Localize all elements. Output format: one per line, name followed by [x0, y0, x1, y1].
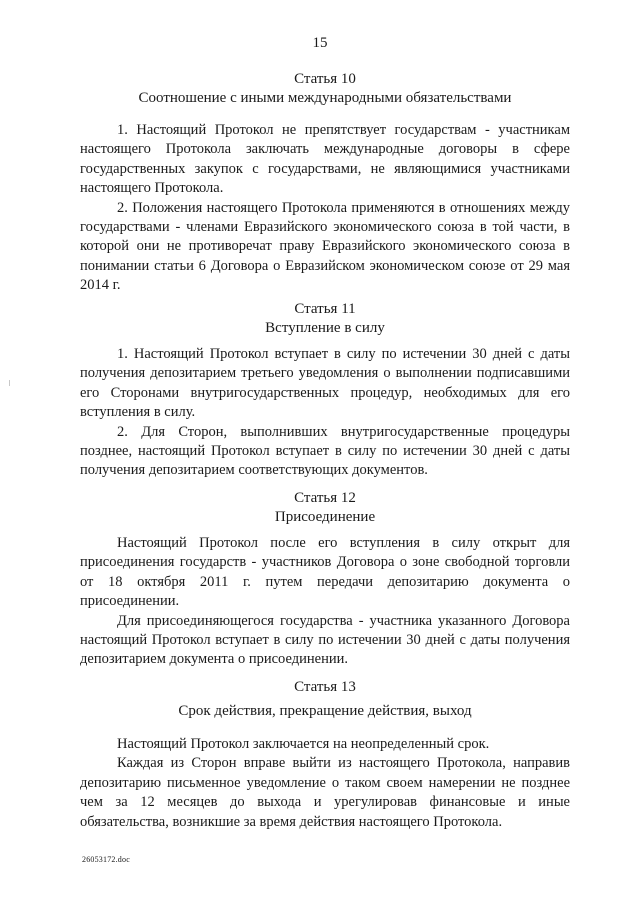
article-title: Присоединение	[274, 509, 376, 525]
article-paragraph: 2. Для Сторон, выполнивших внутригосударственные процедуры позднее, настоящий Протокол вступает в силу по истечении 30 дней с даты получения депозитарием соответствующих документов.	[80, 423, 570, 479]
article-number: Статья 13	[294, 679, 356, 695]
article-number: Статья 11	[294, 301, 356, 317]
article-paragraph: 1. Настоящий Протокол вступает в силу по истечении 30 дней с даты получения депозитарием третьего уведомления о выполнении подписавшими его Сторонами внутригосударственных процедур, необходимых для его вступления в силу.	[80, 346, 570, 421]
article-paragraph: Настоящий Протокол заключается на неопределенный срок.	[117, 736, 490, 752]
article-10	[80, 70, 570, 296]
article-paragraph: Настоящий Протокол после его вступления в силу открыт для присоединения государств - участников Договора о зоне свободной торговли от 18 октября 2011 г. путем передачи депозитарию документа о присоединении.	[80, 535, 570, 610]
article-title: Соотношение с иными международными обязательствами	[138, 90, 512, 106]
article-paragraph: Для присоединяющегося государства - участника указанного Договора настоящий Протокол вступает в силу по истечении 30 дней с даты получения депозитарием документа о присоединении.	[80, 612, 570, 668]
article-paragraph: 2. Положения настоящего Протокола применяются в отношениях между государствами - членами Евразийского экономического союза в той части, в которой они не противоречат праву Евразийского экономического союза в понимании статьи 6 Договора о Евразийском экономическом союзе от 29 мая 2014 г.	[80, 199, 570, 294]
article-number: Статья 12	[294, 490, 356, 506]
article-12	[80, 489, 570, 670]
article-number: Статья 10	[294, 71, 356, 87]
article-title: Срок действия, прекращение действия, выход	[178, 703, 472, 719]
article-paragraph: Каждая из Сторон вправе выйти из настоящего Протокола, направив депозитарию письменное уведомление о таком своем намерении не позднее чем за 12 месяцев до выхода и урегулировав финансовые и иные обязательства, возникшие за время действия настоящего Протокола.	[80, 755, 570, 830]
article-paragraph: 1. Настоящий Протокол не препятствует государствам - участникам настоящего Протокола заключать международные договоры в сфере государственных закупок с государствами, не являющимися участниками настоящего Протокола.	[80, 122, 570, 197]
article-11	[80, 300, 570, 481]
scan-edge-mark	[9, 380, 10, 386]
article-13	[80, 678, 570, 832]
footer-file-code: 26053172.doc	[82, 855, 130, 864]
page-number: 15	[312, 35, 328, 51]
article-title: Вступление в силу	[265, 320, 385, 336]
